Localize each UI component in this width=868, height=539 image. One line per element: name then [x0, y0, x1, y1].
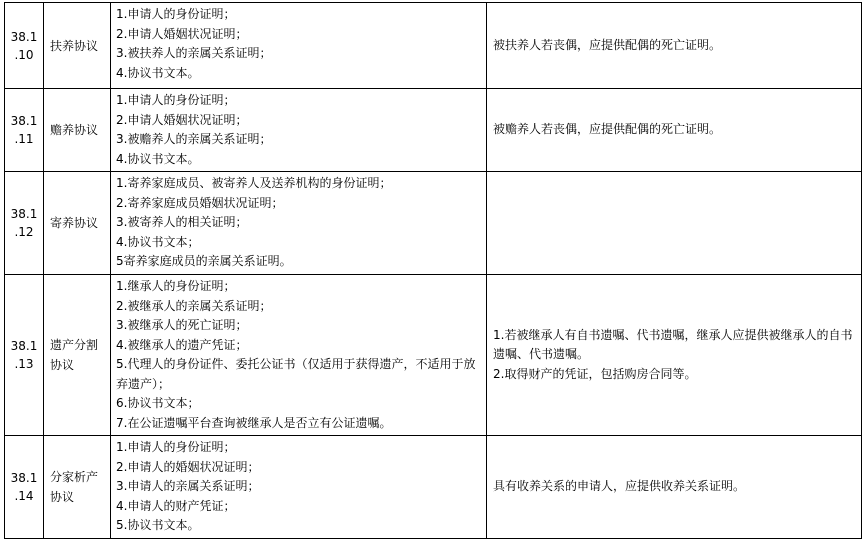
document-item: 7.在公证遗嘱平台查询被继承人是否立有公证遗嘱。 — [116, 415, 392, 430]
document-item: 3.被扶养人的亲属关系证明； — [116, 46, 272, 60]
document-item: 3.被继承人的死亡证明； — [116, 318, 248, 332]
document-item: 4.被继承人的遗产凭证； — [116, 337, 248, 352]
document-item: 4.申请人的财产凭证； — [116, 498, 236, 513]
required-documents — [111, 3, 487, 89]
item-name: 赡养协议 — [44, 89, 111, 172]
document-item: 5.代理人的身份证件、委托公证书（仅适用于获得遗产，不适用于放弃遗产）； — [116, 357, 476, 391]
document-item: 4.协议书文本。 — [116, 151, 200, 166]
item-name: 扶养协议 — [44, 3, 111, 89]
remark — [487, 172, 862, 275]
table-row — [5, 436, 862, 539]
table-row — [5, 275, 862, 436]
required-documents — [111, 172, 487, 275]
document-item: 5.协议书文本。 — [116, 518, 200, 532]
remark-item: 1.若被继承人有自书遗嘱、代书遗嘱，继承人应提供被继承人的自书遗嘱、代书遗嘱。 — [493, 327, 853, 362]
document-item: 6.协议书文本； — [116, 396, 200, 410]
document-item: 5寄养家庭成员的亲属关系证明。 — [116, 254, 292, 268]
document-item: 2.申请人婚姻状况证明； — [116, 112, 248, 127]
item-number: 38.1 .12 — [5, 172, 44, 275]
document-item: 3.被寄养人的相关证明； — [116, 215, 248, 229]
document-item: 1.寄养家庭成员、被寄养人及送养机构的身份证明； — [116, 176, 392, 190]
document-item: 4.协议书文本； — [116, 234, 200, 249]
document-item: 2.寄养家庭成员婚姻状况证明； — [116, 195, 284, 210]
document-item: 2.申请人婚姻状况证明； — [116, 26, 248, 41]
table-row — [5, 89, 862, 172]
item-name: 寄养协议 — [44, 172, 111, 275]
remark — [487, 275, 862, 436]
remark: 被扶养人若丧偶，应提供配偶的死亡证明。 — [487, 3, 862, 89]
document-item: 1.申请人的身份证明； — [116, 93, 236, 107]
requirements-table — [4, 2, 862, 539]
required-documents — [111, 89, 487, 172]
document-item: 1.申请人的身份证明； — [116, 7, 236, 21]
document-item: 3.被赡养人的亲属关系证明； — [116, 132, 272, 146]
document-item: 2.被继承人的亲属关系证明； — [116, 298, 272, 313]
item-name: 分家析产 协议 — [44, 436, 111, 539]
required-documents — [111, 275, 487, 436]
item-number: 38.1 .11 — [5, 89, 44, 172]
required-documents — [111, 436, 487, 539]
remark-item: 2.取得财产的凭证，包括购房合同等。 — [493, 366, 697, 381]
remark: 被赡养人若丧偶，应提供配偶的死亡证明。 — [487, 89, 862, 172]
document-item: 1.申请人的身份证明； — [116, 440, 236, 454]
remark: 具有收养关系的申请人，应提供收养关系证明。 — [487, 436, 862, 539]
document-item: 2.申请人的婚姻状况证明； — [116, 459, 260, 474]
table-row — [5, 3, 862, 89]
item-number: 38.1 .14 — [5, 436, 44, 539]
document-item: 3.申请人的亲属关系证明； — [116, 479, 260, 493]
item-number: 38.1 .10 — [5, 3, 44, 89]
document-item: 1.继承人的身份证明； — [116, 279, 236, 293]
item-number: 38.1 .13 — [5, 275, 44, 436]
item-name: 遗产分割 协议 — [44, 275, 111, 436]
table-row — [5, 172, 862, 275]
document-item: 4.协议书文本。 — [116, 65, 200, 80]
